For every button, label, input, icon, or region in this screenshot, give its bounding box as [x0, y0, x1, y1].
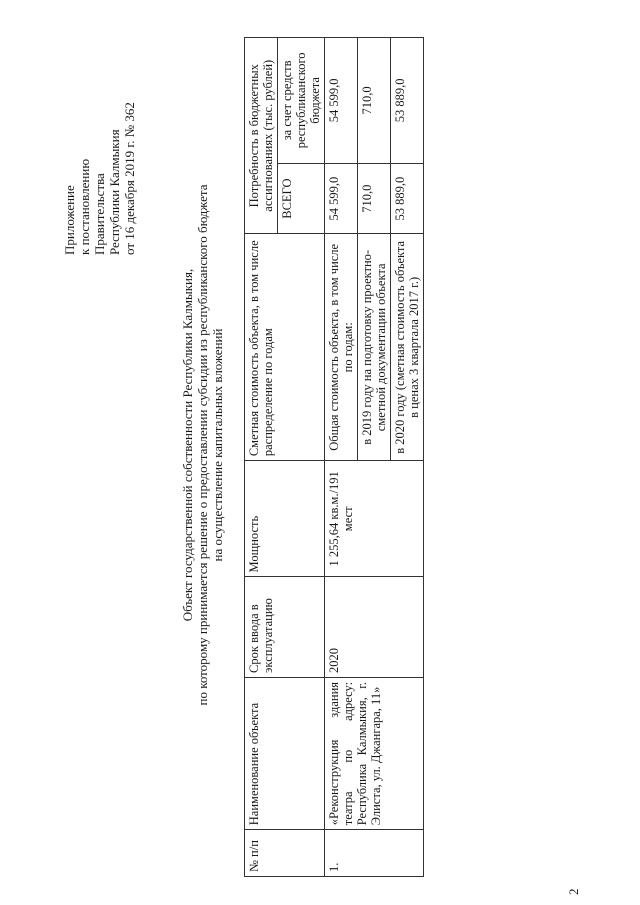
- header-estimated-cost: Сметная стоимость объекта, в том числе распределение по годам: [245, 234, 325, 461]
- document-title: [180, 135, 225, 755]
- page-number: 2: [566, 888, 581, 895]
- cost-breakdown-label: в 2019 году на подготовку проектно-сметной документации объекта: [358, 234, 391, 461]
- republican-value: 710,0: [358, 38, 391, 164]
- appendix-line: к постановлению: [77, 158, 92, 255]
- appendix-line: от 16 декабря 2019 г. № 362: [122, 102, 137, 255]
- header-republican-budget: за счет средств республиканского бюджета: [278, 38, 325, 164]
- cost-breakdown-label: Общая стоимость объекта, в том числе по годам:: [325, 234, 358, 461]
- commission-year: 2020: [325, 577, 424, 677]
- objects-table: [244, 37, 424, 877]
- appendix-block: [62, 102, 137, 255]
- header-capacity: Мощность: [245, 461, 325, 577]
- total-value: 53 889,0: [391, 163, 424, 234]
- appendix-line: Приложение: [62, 185, 77, 255]
- republican-value: 54 599,0: [325, 38, 358, 164]
- table-header-row: [245, 38, 278, 877]
- capacity-value: 1 255,64 кв.м./191 мест: [325, 461, 424, 577]
- title-line: на осуществление капитальных вложений: [210, 328, 225, 562]
- title-line: Объект государственной собственности Республики Калмыкия,: [180, 268, 195, 622]
- row-number: 1.: [325, 830, 424, 877]
- object-name: «Реконструкция здания театра по адресу: Республика Калмыкия, г. Элиста, ул. Джангара, 11»: [325, 677, 424, 829]
- total-value: 710,0: [358, 163, 391, 234]
- title-line: по которому принимается решение о предоставлении субсидии из республиканского бюджета: [195, 184, 210, 706]
- header-commission-term: Срок ввода в эксплуатацию: [245, 577, 325, 677]
- header-total: ВСЕГО: [278, 163, 325, 234]
- republican-value: 53 889,0: [391, 38, 424, 164]
- header-number: № п/п: [245, 830, 325, 877]
- appendix-line: Правительства: [92, 173, 107, 255]
- header-budget-need: Потребность в бюджетных ассигнованиях (тыс. рублей): [245, 38, 278, 235]
- cost-breakdown-label: в 2020 году (сметная стоимость объекта в ценах 3 квартала 2017 г.): [391, 234, 424, 461]
- total-value: 54 599,0: [325, 163, 358, 234]
- header-object-name: Наименование объекта: [245, 677, 325, 829]
- appendix-line: Республики Калмыкия: [107, 129, 122, 255]
- table-row: [325, 38, 358, 877]
